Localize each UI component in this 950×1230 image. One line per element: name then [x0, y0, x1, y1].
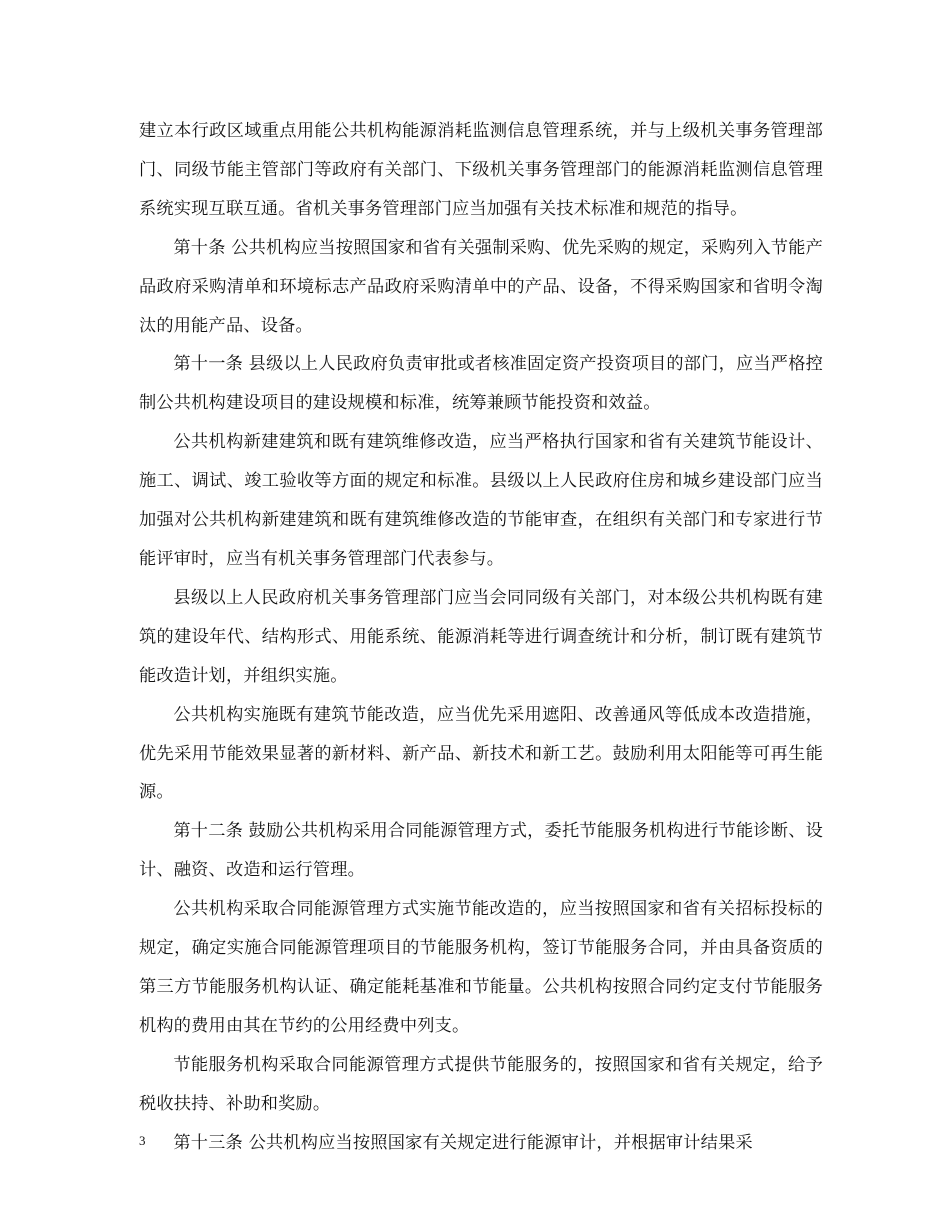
paragraph: 第十条 公共机构应当按照国家和省有关强制采购、优先采购的规定，采购列入节能产品政府采购清单和环境标志产品政府采购清单中的产品、设备，不得采购国家和省明令淘汰的用能产品、设备。 — [139, 237, 823, 336]
page-number: 3 — [139, 1133, 146, 1148]
paragraph: 公共机构采取合同能源管理方式实施节能改造的，应当按照国家和省有关招标投标的规定，确定实施合同能源管理项目的节能服务机构，签订节能服务合同，并由具备资质的第三方节能服务机构认证、确定能耗基准和节能量。公共机构按照合同约定支付节能服务机构的费用由其在节约的公用经费中列支。 — [139, 899, 823, 1036]
paragraph: 第十一条 县级以上人民政府负责审批或者核准固定资产投资项目的部门，应当严格控制公共机构建设项目的建设规模和标准，统筹兼顾节能投资和效益。 — [139, 354, 823, 414]
paragraph: 建立本行政区域重点用能公共机构能源消耗监测信息管理系统，并与上级机关事务管理部门、同级节能主管部门等政府有关部门、下级机关事务管理部门的能源消耗监测信息管理系统实现互联互通。省机关事务管理部门应当加强有关技术标准和规范的指导。 — [139, 121, 823, 219]
paragraph: 县级以上人民政府机关事务管理部门应当会同同级有关部门，对本级公共机构既有建筑的建设年代、结构形式、用能系统、能源消耗等进行调查统计和分析，制订既有建筑节能改造计划，并组织实施。 — [139, 587, 823, 686]
paragraph: 第十二条 鼓励公共机构采用合同能源管理方式，委托节能服务机构进行节能诊断、设计、融资、改造和运行管理。 — [139, 821, 823, 881]
document-body — [139, 112, 823, 1162]
paragraph: 节能服务机构采取合同能源管理方式提供节能服务的，按照国家和省有关规定，给予税收扶持、补助和奖励。 — [139, 1054, 823, 1114]
paragraph: 公共机构新建建筑和既有建筑维修改造，应当严格执行国家和省有关建筑节能设计、施工、调试、竣工验收等方面的规定和标准。县级以上人民政府住房和城乡建设部门应当加强对公共机构新建建筑和既有建筑维修改造的节能审查，在组织有关部门和专家进行节能评审时，应当有机关事务管理部门代表参与。 — [139, 432, 823, 569]
paragraph: 第十三条 公共机构应当按照国家有关规定进行能源审计，并根据审计结果采 — [173, 1132, 753, 1153]
paragraph: 公共机构实施既有建筑节能改造，应当优先采用遮阳、改善通风等低成本改造措施，优先采用节能效果显著的新材料、新产品、新技术和新工艺。鼓励利用太阳能等可再生能源。 — [139, 704, 823, 803]
